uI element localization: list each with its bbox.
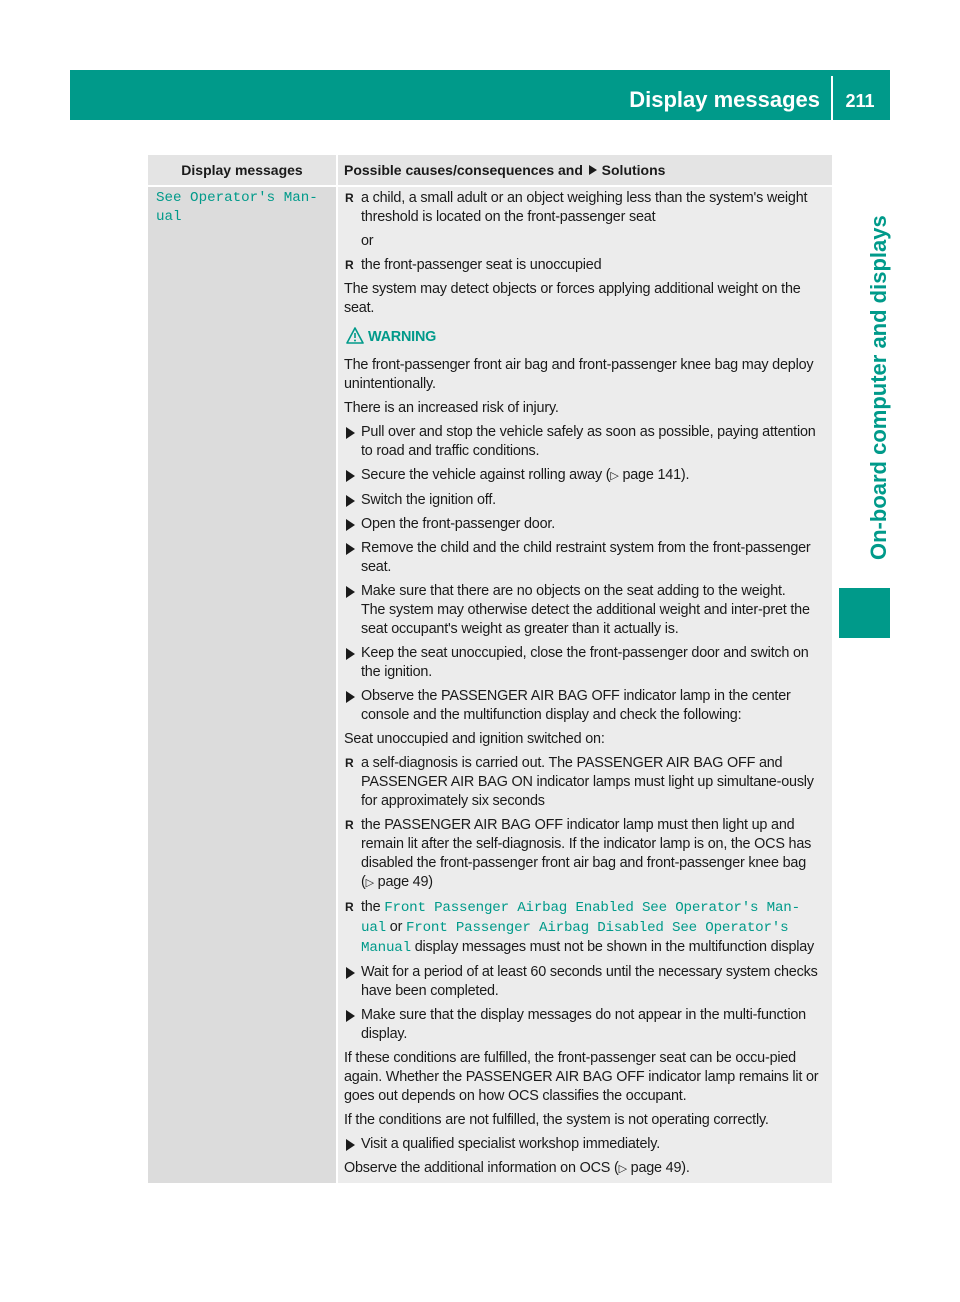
- paragraph-text: Observe the additional information on OCS (: [344, 1160, 619, 1176]
- paragraph: If the conditions are not fulfilled, the system is not operating correctly.: [344, 1112, 769, 1128]
- list-item-text: the: [361, 899, 381, 915]
- step-item: [344, 582, 822, 639]
- warning-heading: [344, 326, 822, 348]
- side-tab-marker: [839, 588, 890, 638]
- step-arrow-icon: [589, 165, 597, 175]
- paragraph: If these conditions are fulfilled, the front-passenger seat can be occu-pied again. Whether the PASSENGER AIR BAG OFF indicator lamp remains lit or goes out depends on how OCS classifies the occupant.: [344, 1050, 819, 1104]
- side-tab-label: On-board computer and displays: [866, 215, 891, 560]
- list-item-text: or: [389, 919, 403, 935]
- page-number: 211: [845, 91, 875, 111]
- display-message-text: See Operator's Man‐ ual: [156, 190, 318, 225]
- step-item: Visit a qualified specialist workshop immediately.: [344, 1135, 822, 1154]
- step-note: The system may otherwise detect the additional weight and inter-pret the seat occupant's weight as greater than it actually is.: [361, 602, 810, 637]
- step-item: Make sure that the display messages do not appear in the multi-function display.: [344, 1006, 822, 1044]
- message-cell: [148, 187, 336, 1183]
- page-reference-arrow-icon: ▷: [365, 877, 374, 889]
- step-text: Secure the vehicle against rolling away (: [361, 467, 611, 483]
- column-header-solutions-label: Possible causes/consequences and: [344, 162, 583, 178]
- display-messages-table: [148, 155, 832, 1183]
- step-item: Observe the PASSENGER AIR BAG OFF indicator lamp in the center console and the multifunction display and check the following:: [344, 687, 822, 725]
- list-item: R a self-diagnosis is carried out. The PASSENGER AIR BAG OFF and PASSENGER AIR BAG ON indicator lamps must light up simultane-ously for approximately six seconds: [344, 754, 822, 811]
- step-item: Open the front-passenger door.: [344, 515, 822, 534]
- paragraph: Seat unoccupied and ignition switched on:: [344, 731, 605, 747]
- page-reference[interactable]: page 141).: [622, 467, 690, 483]
- list-item-text: display messages must not be shown in the multifunction display: [414, 939, 815, 955]
- solutions-content: [344, 189, 822, 1184]
- list-item: R a child, a small adult or an object weighing less than the system's weight threshold is located on the front-passenger seat: [344, 189, 822, 227]
- paragraph: The front-passenger front air bag and front-passenger knee bag may deploy unintentionally.: [344, 357, 814, 392]
- list-item: [344, 898, 822, 958]
- list-item: [344, 816, 822, 893]
- display-message-disabled: Front Passenger Airbag Disabled See Operator's Manual: [361, 920, 789, 956]
- header-divider: [831, 76, 833, 120]
- warning-label: WARNING: [368, 329, 437, 345]
- list-item-text: the PASSENGER AIR BAG OFF indicator lamp must then light up and remain lit after the self-diagnosis. If the indicator lamp is on, the OCS has disabled the front-passenger front air bag and front-passenger knee bag (: [361, 817, 812, 890]
- step-item: Keep the seat unoccupied, close the front-passenger door and switch on the ignition.: [344, 644, 822, 682]
- step-item: Pull over and stop the vehicle safely as soon as possible, paying attention to road and traffic conditions.: [344, 423, 822, 461]
- paragraph: [344, 1159, 822, 1179]
- column-header-solutions-suffix: Solutions: [601, 162, 666, 178]
- step-text: Make sure that there are no objects on the seat adding to the weight.: [361, 583, 786, 599]
- paragraph: The system may detect objects or forces applying additional weight on the seat.: [344, 281, 801, 316]
- display-message-enabled: Front Passenger Airbag Enabled See Operator's Man‐ ual: [361, 900, 800, 936]
- page-section-title: Display messages: [629, 87, 820, 112]
- solutions-cell: [338, 187, 832, 1183]
- list-item: R the front-passenger seat is unoccupied: [344, 256, 822, 275]
- step-item: Switch the ignition off.: [344, 491, 822, 510]
- step-item: [344, 466, 822, 486]
- column-header-display-messages: Display messages: [148, 155, 336, 185]
- warning-triangle-icon: [346, 327, 364, 345]
- page-reference-arrow-icon: ▷: [618, 1163, 627, 1175]
- step-item: Wait for a period of at least 60 seconds until the necessary system checks have been completed.: [344, 963, 822, 1001]
- page-reference[interactable]: page 49): [377, 874, 433, 890]
- page-reference-arrow-icon: ▷: [610, 470, 619, 482]
- step-item: Remove the child and the child restraint system from the front-passenger seat.: [344, 539, 822, 577]
- column-header-solutions: [338, 155, 832, 185]
- page-reference[interactable]: page 49).: [630, 1160, 690, 1176]
- paragraph: There is an increased risk of injury.: [344, 400, 559, 416]
- or-text: or: [361, 233, 374, 249]
